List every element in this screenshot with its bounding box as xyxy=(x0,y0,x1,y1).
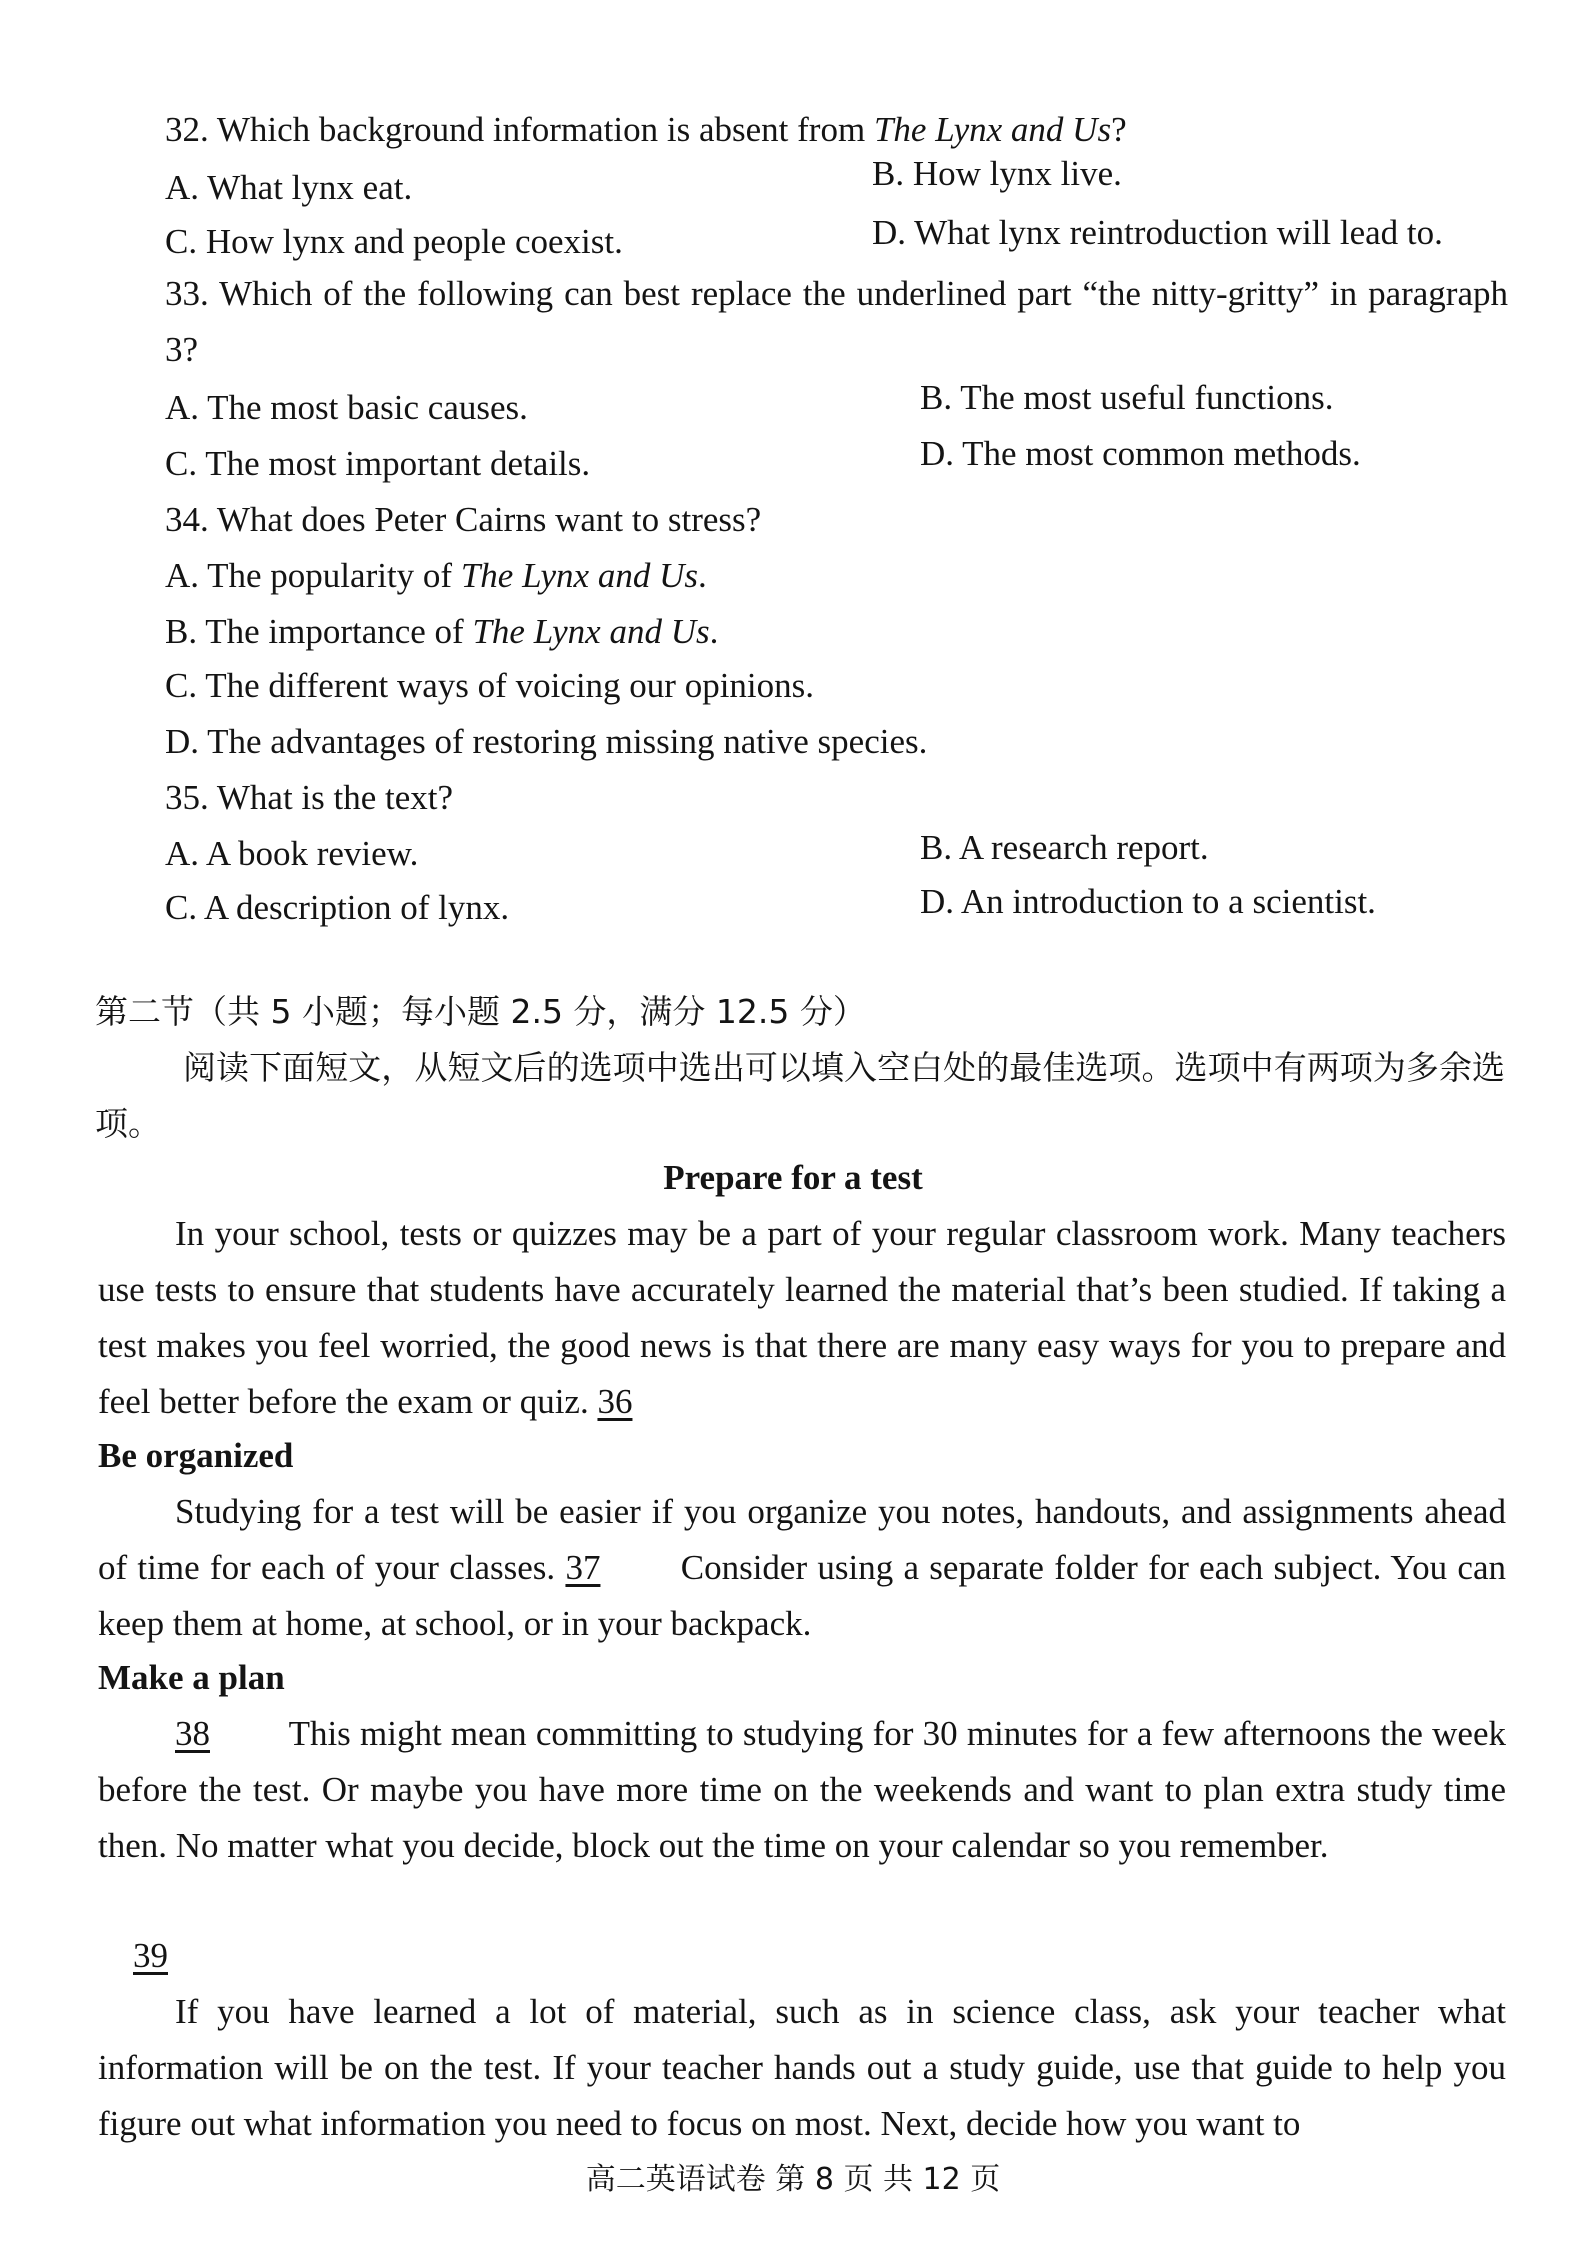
option-35-d: D. An introduction to a scientist. xyxy=(920,882,1376,921)
page-footer: 高二英语试卷 第 8 页 共 12 页 xyxy=(585,2162,1001,2197)
question-32-stem xyxy=(165,102,1505,158)
question-33-stem xyxy=(88,266,1508,378)
blank-39-heading xyxy=(98,1928,203,1984)
option-punct: . xyxy=(697,556,707,595)
question-34-stem xyxy=(165,492,1505,548)
section-instruction: 阅读下面短文，从短文后的选项中选出可以填入空白处的最佳选项。选项中有两项为多余选项。 xyxy=(95,1048,1505,1143)
passage-title: Prepare for a test xyxy=(663,1158,923,1197)
option-32-c: C. How lynx and people coexist. xyxy=(165,222,623,261)
book-title: The Lynx and Us xyxy=(460,556,698,595)
option-34-b xyxy=(165,604,718,660)
option-33-c: C. The most important details. xyxy=(165,444,591,483)
option-32-a: A. What lynx eat. xyxy=(165,168,413,207)
paragraph-text: Studying for a test will be easier if you organize you notes, handouts, and assignments ahead of time for each of your classes. xyxy=(98,1492,1506,1587)
book-title: The Lynx and Us xyxy=(873,110,1112,149)
option-35-a: A. A book review. xyxy=(165,834,419,873)
option-33-d: D. The most common methods. xyxy=(920,434,1361,473)
option-text: A. The popularity of xyxy=(165,556,461,595)
option-32-d: D. What lynx reintroduction will lead to. xyxy=(872,213,1443,252)
question-number: 34. xyxy=(165,500,209,539)
question-text: Which of the following can best replace the underlined part “the nitty-gritty” in paragraph 3? xyxy=(165,274,1508,369)
question-text: What is the text? xyxy=(216,778,454,817)
blank-39: 39 xyxy=(133,1936,168,1975)
paragraph-text: In your school, tests or quizzes may be a part of your regular classroom work. Many teachers use tests to ensure that students have accurately learned the material that’s been studied. If taking a test makes you feel worried, the good news is that there are many easy ways for you to prepare and feel better before the exam or quiz. xyxy=(98,1214,1506,1421)
passage-paragraph-4: If you have learned a lot of material, such as in science class, ask your teacher what information will be on the test. If your teacher hands out a study guide, use that guide to help you figure out what information you need to focus on most. Next, decide how you want to xyxy=(98,1992,1506,2143)
passage-paragraph-3 xyxy=(98,1706,1506,1874)
option-32-b: B. How lynx live. xyxy=(872,154,1122,193)
paragraph-text: Consider using a separate folder for each subject. You can keep them at home, at school, or in your backpack. xyxy=(98,1548,1507,1643)
question-text: Which background information is absent from xyxy=(216,110,874,149)
option-punct: . xyxy=(709,612,719,651)
option-34-a xyxy=(165,548,707,604)
question-text: What does Peter Cairns want to stress? xyxy=(216,500,762,539)
option-34-d: D. The advantages of restoring missing native species. xyxy=(165,722,928,761)
paragraph-text: This might mean committing to studying for 30 minutes for a few afternoons the week before the test. Or maybe you have more time on the weekends and want to plan extra study time then. No matter what you decide, block out the time on your calendar so you remember. xyxy=(98,1714,1506,1865)
question-number: 32. xyxy=(165,110,209,149)
blank-38: 38 xyxy=(175,1714,210,1753)
question-35-stem xyxy=(165,770,1505,826)
question-number: 35. xyxy=(165,778,209,817)
question-number: 33. xyxy=(165,274,209,313)
option-34-c: C. The different ways of voicing our opinions. xyxy=(165,666,815,705)
section-header: 第二节（共 5 小题；每小题 2.5 分，满分 12.5 分） xyxy=(95,992,866,1031)
heading-be-organized: Be organized xyxy=(98,1436,294,1475)
question-punct: ? xyxy=(1111,110,1127,149)
heading-make-a-plan: Make a plan xyxy=(98,1658,285,1697)
option-text: B. The importance of xyxy=(165,612,473,651)
option-35-c: C. A description of lynx. xyxy=(165,888,510,927)
option-33-b: B. The most useful functions. xyxy=(920,378,1334,417)
book-title: The Lynx and Us xyxy=(472,612,710,651)
option-33-a: A. The most basic causes. xyxy=(165,388,528,427)
passage-paragraph-2 xyxy=(98,1484,1506,1652)
blank-36: 36 xyxy=(597,1382,633,1421)
blank-37: 37 xyxy=(565,1548,601,1587)
option-35-b: B. A research report. xyxy=(920,828,1209,867)
passage-paragraph-1 xyxy=(98,1206,1506,1430)
